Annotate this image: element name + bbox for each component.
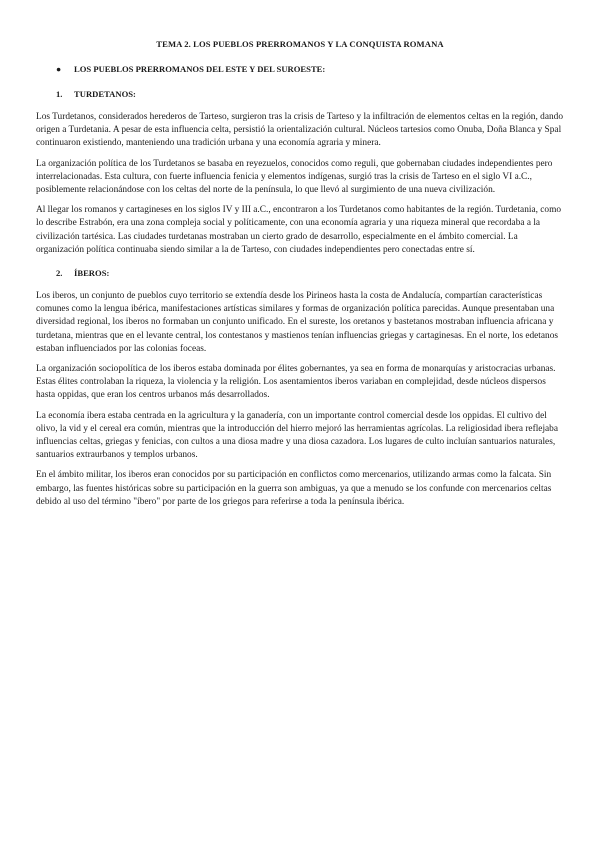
- paragraph: La economía ibera estaba centrada en la agricultura y la ganadería, con un importante control comercial desde los oppidas. El cultivo del olivo, la vid y el cereal era común, mientras que la introducción del hierro mejoró las herramientas agrícolas. La religiosidad ibera reflejaba influencias celtas, griegas y fenicias, con cultos a una diosa madre y una diosa cazadora. Los lugares de culto incluían santuarios naturales, santuarios extraurbanos y templos urbanos.: [36, 410, 558, 461]
- section-heading-text: LOS PUEBLOS PRERROMANOS DEL ESTE Y DEL SUROESTE:: [74, 64, 326, 74]
- paragraph: La organización sociopolítica de los iberos estaba dominada por élites gobernantes, ya sea en forma de monarquías y aristocracias urbanas. Estas élites controlaban la riqueza, la violencia y la religión. Los asentamientos iberos variaban en complejidad, desde núcleos dispersos hasta oppidas, que eran los centros urbanos más desarrollados.: [36, 364, 556, 401]
- paragraph: La organización política de los Turdetanos se basaba en reyezuelos, conocidos como reguli, que gobernaban ciudades independientes pero interrelacionadas. Esta cultura, con fuerte influencia fenicia y elementos indígenas, surgió tras la crisis de Tarteso en el siglo VI a.C., posiblemente relacionándose con los celtas del norte de la península, lo que llevó al surgimiento de una nueva civilización.: [36, 158, 553, 196]
- paragraph: En el ámbito militar, los iberos eran conocidos por su participación en conflictos como mercenarios, utilizando armas como la falcata. Sin embargo, las fuentes históricas sobre su participación en la guerra son ambiguas, ya que a menudo se los confunde con mercenarios celtas debido al uso del término "íbero" por parte de los griegos para referirse a toda la península ibérica.: [36, 470, 552, 507]
- subsection-heading-text: TURDETANOS:: [74, 89, 136, 99]
- paragraph: Al llegar los romanos y cartagineses en los siglos IV y III a.C., encontraron a los Turdetanos como habitantes de la región. Turdetania, como lo describe Estrabón, era una zona compleja social y políticamente, con una economía agraria y una riqueza mineral que recordaba a la civilización tartésica. Las ciudades turdetanas mostraban un cierto grado de desarrollo, especialmente en el ámbito comercial. La organización política continuaba siendo similar a la de Tarteso, con ciudades independientes pero conectadas entre sí.: [36, 205, 562, 255]
- subsection-heading-iberos: [56, 267, 564, 279]
- subsection-number: 1.: [56, 89, 63, 99]
- bullet-icon: ●: [56, 64, 62, 74]
- subsection-heading-turdetanos: [56, 88, 564, 100]
- subsection-number: 2.: [56, 268, 63, 279]
- section-heading: [56, 63, 564, 75]
- paragraph: Los Turdetanos, considerados herederos de Tarteso, surgieron tras la crisis de Tarteso y la infiltración de elementos celtas en la región, dando origen a Turdetania. A pesar de esta influencia celta, persistió la orientalización cultural. Núcleos tartesios como Onuba, Doña Blanca y Spal continuaron existiendo, manteniendo una tradición urbana y una economía agraria y minera.: [36, 112, 563, 149]
- subsection-heading-text: ÍBEROS:: [74, 268, 110, 279]
- paragraph: Los iberos, un conjunto de pueblos cuyo territorio se extendía desde los Pirineos hasta la costa de Andalucía, compartían características comunes como la lengua ibérica, manifestaciones artísticas similares y formas de organización política parecidas. Aunque presentaban una diversidad regional, los iberos no formaban un conjunto unificado. En el sureste, los oretanos y bastetanos mostraban influencia africana y turdetana, mientras que en el levante central, los contestanos y mastienos tenían influencias griegas y cartaginesas. En el norte, los edetanos estaban influenciados por las colonias foceas.: [36, 291, 559, 354]
- document-title: TEMA 2. LOS PUEBLOS PRERROMANOS Y LA CONQUISTA ROMANA: [156, 39, 444, 49]
